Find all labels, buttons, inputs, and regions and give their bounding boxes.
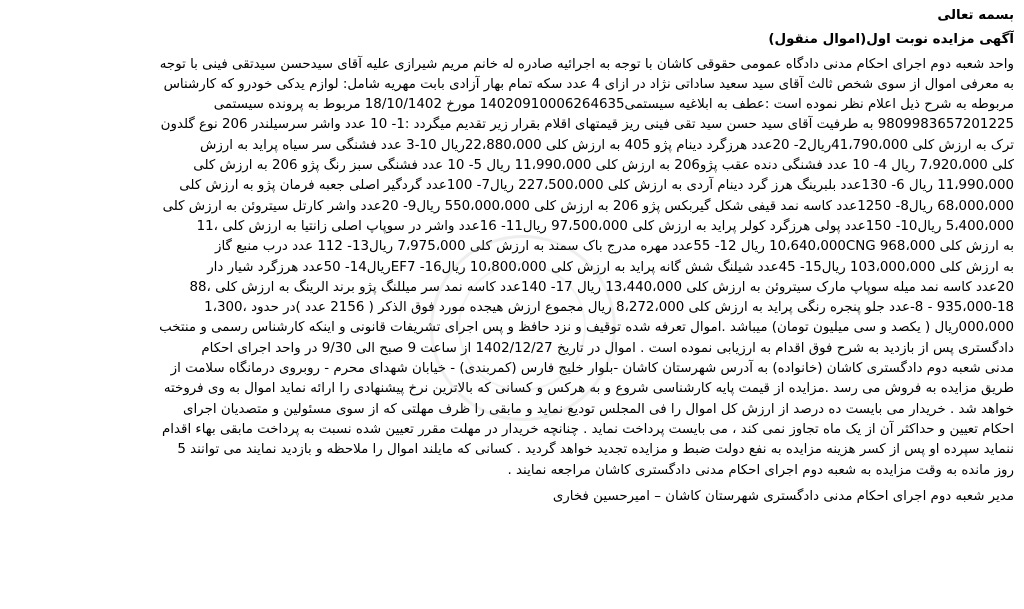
notice-title: آگهی مزایده نوبت اول(اموال منقول) [768,32,1014,48]
body-line: احکام تعیین و حداکثر آن از یک ماه تجاوز نمی کند ، می بایست پرداخت نماید . چنانچه خریدار در مهلت مقرر تعیین شده نسبت به پرداخت مابقی بهاء اقدام [162,421,1014,437]
body-line: به معرفی اموال از سوی شخص ثالث آقای سید سعید ساداتی نژاد در ازای 4 عدد سکه تمام بهار آزادی بابت مهریه شامل: لوازم یدکی خودرو که کارشناس [163,76,1014,92]
body-line: طریق مزایده به فروش می رسد .مزایده از قیمت پایه کارشناسی شروع و به هرکس و کسانی که بالاترین نرخ پیشنهادی را ارائه نماید اموال به وی فروخته [163,381,1014,397]
body-line: 000،000ریال ( یکصد و سی میلیون تومان) میباشد .اموال تعرفه شده توقیف و نزد حافظ و پس اجرای تشریفات قانونی و اینکه کارشناس رسمی و منتخب [159,320,1014,336]
body-line: 20عدد کاسه نمد میله سوپاپ مارک سیتروئن به ارزش کلی 13،440،000 ریال 17- 140عدد کاسه نمد سر میللنگ پژو برند الرینگ به ارزش کلی ،88 [189,279,1014,295]
body-line: روز مانده به وقت مزایده به شعبه دوم اجرای احکام مدنی دادگستری کاشان مراجعه نمایند . [507,462,1014,478]
body-line: کلی 7،920،000 ریال 4- 10 عدد فشنگی دنده عقب پژو206 به ارزش کلی 11،990،000 ریال 5- 10 عدد فشنگی سبز رنگ پژو 206 به ارزش کلی [193,158,1014,174]
basmala-heading: بسمه تعالی [937,8,1014,23]
body-line: دادگستری پس از بازدید به شرح فوق اقدام به ارزیابی نموده است . اموال در تاریخ 1402/12/27 از ساعت 9 صبح الی 9/30 در واحد اجرای احکام [201,340,1014,356]
body-line: به ارزش کلی 10،640،000CNG 968،000 ریال 12- 55عدد مهره مدرج باک سمند به ارزش کلی 7،975،000 ریال13- 112 عدد درب منبع گاز [214,239,1014,255]
body-line: به ارزش کلی 103،000،000 ریال15- 45عدد شیلنگ شش گانه پراید به ارزش کلی 10،800،000 ریال16- EF7ریال14- 50عدد هرزگرد شیار دار [207,259,1014,275]
body-line: واحد شعبه دوم اجرای احکام مدنی دادگاه عمومی حقوقی کاشان با توجه به اجرائیه صادره له خانم مریم شیرازی علیه آقای سیدحسن سیدتقی فینی با توجه [159,56,1014,72]
body-line: مربوطه به شرح ذیل اعلام نظر نموده است :عطف به ابلاغیه سیستمی14020910006264635 مورخ 18/10/1402 مربوط به پرونده سیستمی [213,97,1014,113]
body-line: 935،000-18 - 8-عدد جلو پنجره رنگی پراید به ارزش کلی 8،272،000 ریال مجموع ارزش هیجده مورد فوق الذکر ( 2156 عدد )در حدود ،1،300 [204,300,1014,316]
signature-line: مدیر شعبه دوم اجرای احکام مدنی دادگستری شهرستان کاشان – امیرحسین فخاری [552,488,1014,504]
body-line: 68،000،000 ریال8- 1250عدد کاسه نمد قیفی شکل گیربکس پژو 206 به ارزش کلی 550،000،000 ریال9- 20عدد واشر کارتل سیتروئن به ارزش کلی [162,198,1014,214]
body-line: ترک به ارزش کلی 41،790،000ریال2- 20عدد هرزگرد دینام پژو 405 به ارزش کلی 22،880،000ریال 10-3 عدد فشنگی سر سیاه پراید به ارزش [199,137,1014,153]
notice-body [10,55,1014,481]
body-line: ننماید سپرده او پس از کسر هزینه مزایده به نفع دولت ضبط و مزایده تجدید خواهد گردید . کسانی که مایلند اموال را ملاحظه و بازدید نمایند می توانند 5 [177,442,1014,458]
body-line: 5،400،000 ریال10- 150عدد پولی هرزگرد کولر پراید به ارزش کلی 97،500،000 ریال11- 16عدد واشر در سوپاپ اصلی زانتیا به ارزش کلی ،11 [196,218,1014,234]
body-line: 11،990،000 ریال 6- 130عدد بلبرینگ هرز گرد دینام آردی به ارزش کلی 227،500،000 ریال7- 100عدد گردگیر اصلی جعبه فرمان پژو به ارزش کلی [179,178,1014,194]
body-line: 9809983657201225 به طرفیت آقای سید حسن سید تقی فینی ریز قیمتهای اقلام بقرار زیر تقدیم میگردد :1- 10 عدد واشر سرسیلندر 206 نوع گلدون [160,117,1014,133]
body-line: خواهد شد . خریدار می بایست ده درصد از ارزش کل اموال را فی المجلس تودیع نماید و مابقی را ظرف مهلتی که از سوی مسئولین و متصدیان اجرای [182,401,1014,417]
body-line: مدنی شعبه دوم دادگستری کاشان (خانواده) به آدرس شهرستان کاشان -بلوار خلیج فارس (کمربندی) - خیابان شهدای محرم - روبروی درمانگاه سلامت از [170,361,1014,377]
